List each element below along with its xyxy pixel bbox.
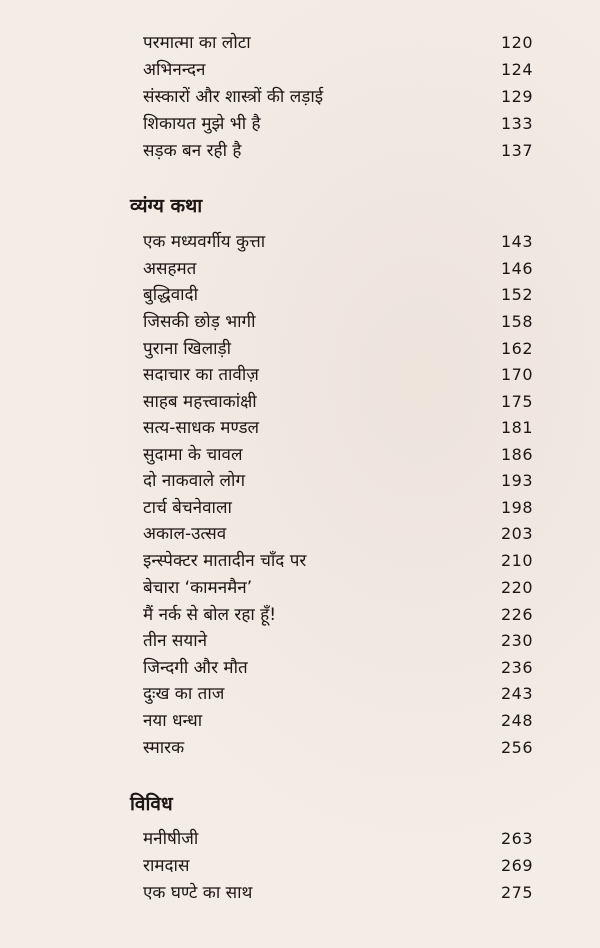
entry-title: बेचारा ‘कामनमैन’ — [143, 578, 253, 598]
entry-title: इन्स्पेक्टर मातादीन चाँद पर — [143, 551, 307, 571]
toc-entry — [143, 655, 533, 681]
toc-entry — [143, 628, 533, 654]
entry-page-number: 143 — [500, 232, 533, 251]
entry-page-number: 146 — [500, 259, 533, 278]
entry-page-number: 175 — [500, 392, 533, 411]
entry-page-number: 120 — [500, 33, 533, 52]
entry-page-number: 170 — [500, 365, 533, 384]
entry-title: स्मारक — [143, 738, 185, 758]
toc-entry — [143, 84, 533, 110]
entry-page-number: 220 — [500, 578, 533, 597]
entry-page-number: 133 — [500, 114, 533, 133]
entry-page-number: 158 — [500, 312, 533, 331]
entry-page-number: 230 — [500, 631, 533, 650]
entry-title: नया धन्धा — [143, 711, 203, 731]
entry-page-number: 186 — [500, 445, 533, 464]
toc-entry — [143, 362, 533, 388]
entry-title: साहब महत्त्वाकांक्षी — [143, 392, 257, 412]
entry-page-number: 193 — [500, 471, 533, 490]
entry-page-number: 226 — [500, 605, 533, 624]
entry-page-number: 243 — [500, 684, 533, 703]
toc-entry — [143, 336, 533, 362]
toc-entry — [143, 389, 533, 415]
entry-page-number: 162 — [500, 339, 533, 358]
entry-title: संस्कारों और शास्त्रों की लड़ाई — [143, 87, 324, 107]
toc-entry — [143, 442, 533, 468]
entry-title: सड़क बन रही है — [143, 141, 242, 161]
entry-page-number: 203 — [500, 524, 533, 543]
entry-title: पुराना खिलाड़ी — [143, 339, 231, 359]
entry-page-number: 129 — [500, 87, 533, 106]
entry-title: दो नाकवाले लोग — [143, 471, 246, 491]
toc-entry — [143, 256, 533, 282]
entry-page-number: 263 — [500, 829, 533, 848]
entry-page-number: 137 — [500, 141, 533, 160]
entry-title: मैं नर्क से बोल रहा हूँ! — [143, 605, 277, 625]
toc-entry — [143, 602, 533, 628]
entry-title: तीन सयाने — [143, 631, 208, 651]
toc-entry — [143, 681, 533, 707]
entry-title: सत्य-साधक मण्डल — [143, 418, 260, 438]
toc-entry — [143, 309, 533, 335]
entry-title: शिकायत मुझे भी है — [143, 114, 261, 134]
toc-entry — [143, 575, 533, 601]
toc-entry — [143, 880, 533, 906]
toc-entry — [143, 468, 533, 494]
entry-page-number: 275 — [500, 883, 533, 902]
toc-entry — [143, 826, 533, 852]
section-heading: विविध — [130, 793, 173, 815]
toc-entry — [143, 735, 533, 761]
entry-title: एक मध्यवर्गीय कुत्ता — [143, 232, 266, 252]
entry-title: अकाल-उत्सव — [143, 524, 227, 544]
entry-title: मनीषीजी — [143, 829, 199, 849]
entry-title: जिसकी छोड़ भागी — [143, 312, 256, 332]
toc-entry — [143, 521, 533, 547]
entry-title: अभिनन्दन — [143, 60, 206, 80]
entry-title: असहमत — [143, 259, 197, 279]
entry-title: परमात्मा का लोटा — [143, 33, 251, 53]
entry-title: जिन्दगी और मौत — [143, 658, 248, 678]
toc-entry — [143, 229, 533, 255]
entry-title: दुःख का ताज — [143, 684, 225, 704]
entry-page-number: 210 — [500, 551, 533, 570]
toc-entry — [143, 708, 533, 734]
entry-page-number: 198 — [500, 498, 533, 517]
toc-entry — [143, 853, 533, 879]
toc-entry — [143, 111, 533, 137]
entry-title: सुदामा के चावल — [143, 445, 243, 465]
entry-page-number: 236 — [500, 658, 533, 677]
entry-title: सदाचार का तावीज़ — [143, 365, 259, 385]
toc-entry — [143, 548, 533, 574]
entry-title: बुद्धिवादी — [143, 285, 198, 305]
toc-entry — [143, 282, 533, 308]
entry-title: रामदास — [143, 856, 190, 876]
entry-page-number: 152 — [500, 285, 533, 304]
entry-page-number: 124 — [500, 60, 533, 79]
entry-title: टार्च बेचनेवाला — [143, 498, 232, 518]
toc-entry — [143, 30, 533, 56]
entry-page-number: 181 — [500, 418, 533, 437]
entry-page-number: 248 — [500, 711, 533, 730]
entry-page-number: 269 — [500, 856, 533, 875]
section-heading: व्यंग्य कथा — [130, 195, 203, 217]
entry-page-number: 256 — [500, 738, 533, 757]
toc-entry — [143, 495, 533, 521]
entry-title: एक घण्टे का साथ — [143, 883, 253, 903]
toc-entry — [143, 415, 533, 441]
toc-entry — [143, 57, 533, 83]
toc-entry — [143, 138, 533, 164]
